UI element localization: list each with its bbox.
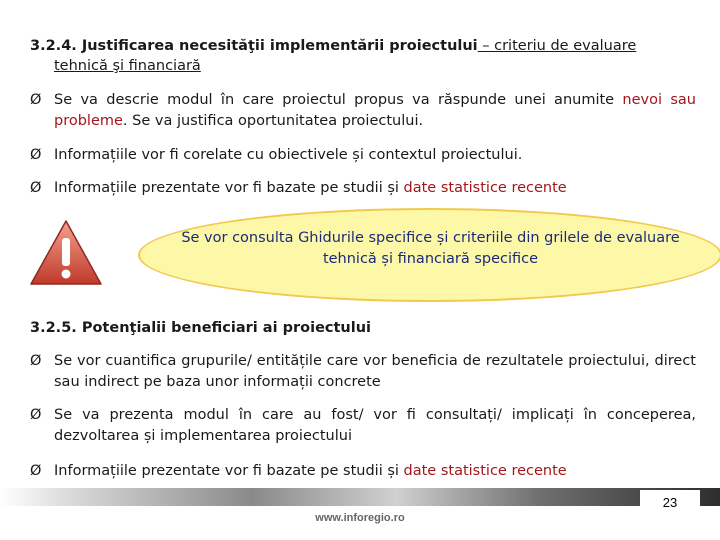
list-item-text: Se va prezenta modul în care au fost/ vor fi consultați/ implicați în conceperea, dezvoltarea și implementarea proiectului [54,407,696,444]
list-item [30,351,696,393]
section-heading-3-2-5 [30,318,696,338]
heading-underlined: – criteriu de evaluare [477,38,637,54]
list-item [30,405,696,447]
website-url: www.inforegio.ro [315,512,405,524]
heading-underlined-line2: tehnică şi financiară [54,58,201,74]
arrow-bullet-icon: Ø [30,463,42,479]
arrow-bullet-icon: Ø [30,147,42,163]
arrow-bullet-icon: Ø [30,180,42,196]
note-callout [28,208,708,303]
page-number: 23 [662,495,678,510]
list-item [30,461,696,482]
footer-gradient-bar [0,488,720,506]
list-item [30,145,696,166]
list-item [30,90,696,132]
heading-bold: 3.2.4. Justificarea necesităţii implementării proiectului [30,38,478,54]
note-text: Se vor consulta Ghidurile specifice și criteriile din grilele de evaluare tehnică și financiară specifice [181,230,680,267]
heading-bold: 3.2.5. Potenţialii beneficiari ai proiectului [30,320,372,336]
list-item [30,178,696,199]
list-item-text: Se va descrie modul în care proiectul propus va răspunde unei anumite nevoi sau probleme. Se va justifica oportunitatea proiectului. [54,92,696,129]
arrow-bullet-icon: Ø [30,407,42,423]
arrow-bullet-icon: Ø [30,353,42,369]
list-item-text: Informațiile vor fi corelate cu obiectivele și contextul proiectului. [54,147,523,163]
list-item-text: Se vor cuantifica grupurile/ entitățile care vor beneficia de rezultatele proiectului, direct sau indirect pe baza unor informații concrete [54,353,696,390]
list-item-text: Informațiile prezentate vor fi bazate pe studii și date statistice recente [54,180,567,196]
warning-icon [28,218,104,288]
section-heading-3-2-4 [30,36,696,76]
list-item-text: Informațiile prezentate vor fi bazate pe studii și date statistice recente [54,463,567,479]
arrow-bullet-icon: Ø [30,92,42,108]
